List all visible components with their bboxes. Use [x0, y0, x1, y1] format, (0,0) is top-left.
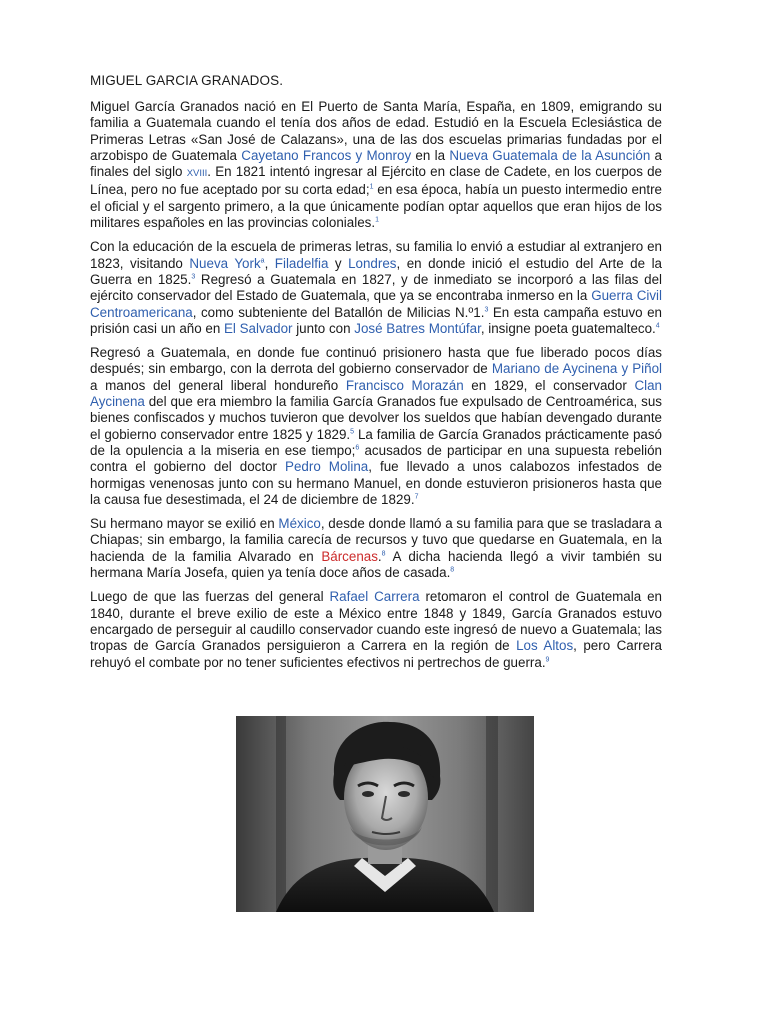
text: a manos del general liberal hondureño — [90, 377, 346, 393]
paragraph-carrera — [90, 589, 662, 670]
footnote-ref[interactable]: 9 — [545, 656, 550, 664]
link-barcenas[interactable]: Bárcenas — [321, 548, 378, 564]
text: Regresó a Guatemala en 1827, y de inmediato se incorporó a las filas del ejército conservador del Estado de Guatemala, que ya se encontraba inmerso en la — [90, 271, 662, 304]
link-nueva-york[interactable]: Nueva York — [189, 255, 261, 271]
footnote-ref[interactable]: 1 — [369, 184, 374, 192]
link-clan-aycinena[interactable]: Clan Aycinena — [90, 377, 662, 410]
footnote-ref[interactable]: 5 — [350, 428, 355, 436]
text: Con la educación de la escuela de primeras letras, su familia lo envió a estudiar al extranjero en 1823, visitando — [90, 239, 662, 271]
link-jose-batres[interactable]: José Batres Montúfar — [354, 320, 481, 336]
paragraph-exile: Su hermano mayor se exilió en México, desde donde llamó a su familia para que se trasladara a Chiapas; sin embargo, la familia carecía de recursos y tuvo que quedarse en Guatemala, en la hacienda de la familia Alvarado en Bárcenas.$^8$ A dicha hacienda llegó a vivir también su hermana María Josefa, quien ya tenía doce años de casada.$^8$ — [90, 516, 662, 581]
portrait-photo — [236, 716, 534, 912]
text: Miguel García Granados nació en El Puerto de Santa María, España, en 1809, emigrando su familia a Guatemala cuando el tenía dos años de edad. Estudió en la Escuela Eclesiástica de Primeras Letras «San José de Calazans», una de las dos escuelas primarias fundadas por el arzobispo de Guatemala — [90, 99, 662, 163]
footnote-ref[interactable]: 4 — [655, 322, 660, 330]
text: Regresó a Guatemala, en donde fue continuó prisionero hasta que fue liberado pocos días después; sin embargo, con la derrota del gobierno conservador de — [90, 345, 662, 377]
text: , insigne poeta guatemalteco. — [480, 320, 656, 336]
footnote-ref[interactable]: 3 — [191, 273, 196, 281]
link-rafael-carrera[interactable]: Rafael Carrera — [329, 589, 420, 605]
footnote-ref[interactable]: 6 — [355, 444, 360, 452]
text: Luego de que las fuerzas del general — [90, 589, 330, 605]
link-londres[interactable]: Londres — [348, 255, 397, 271]
text: retomaron el control de Guatemala en 1840, durante el breve exilio de este a México entre 1848 y 1849, García Granados estuvo encargado de perseguir al caudillo conservador cuando este ingresó de nuevo a Guatemala; las tropas de García Granados persiguieron a Carrera en la región de — [90, 589, 662, 654]
link-mexico[interactable]: México — [278, 516, 321, 532]
link-guerra-civil[interactable]: Guerra Civil Centroamericana — [90, 288, 663, 320]
footnote-ref[interactable]: a — [260, 257, 265, 265]
page-title: MIGUEL GARCIA GRANADOS. — [90, 73, 284, 88]
document-body — [90, 72, 662, 679]
footnote-ref[interactable]: 1 — [375, 216, 379, 224]
link-el-salvador[interactable]: El Salvador — [224, 320, 293, 336]
text: y — [328, 255, 349, 271]
text: en 1829, el conservador — [463, 377, 635, 393]
text: , como subteniente del Batallón de Milicias N.º1. — [192, 304, 485, 320]
link-francisco-morazan[interactable]: Francisco Morazán — [345, 377, 464, 393]
text: , pero Carrera rehuyó el combate por no tener suficientes efectivos ni pertrechos de guerra. — [90, 638, 662, 670]
link-cayetano-francos[interactable]: Cayetano Francos y Monroy — [241, 147, 412, 163]
link-siglo-xviii[interactable]: XVIII — [186, 168, 208, 180]
text: Su hermano mayor se exilió en — [90, 516, 279, 532]
link-nueva-guatemala[interactable]: Nueva Guatemala de la Asunción — [449, 147, 651, 163]
link-mariano-aycinena[interactable]: Mariano de Aycinena y Piñol — [491, 361, 663, 377]
text: La familia de García Granados prácticamente pasó de la opulencia a la miseria en ese tiempo; — [90, 426, 662, 458]
link-filadelfia[interactable]: Filadelfia — [274, 255, 329, 271]
text: , desde donde llamó a su familia para que se trasladara a Chiapas; sin embargo, la familia carecía de recursos y tuvo que quedarse en Guatemala, en la hacienda de la familia Alvarado en — [90, 516, 662, 564]
text: En esta campaña estuvo en prisión casi un año en — [90, 304, 662, 336]
portrait-illustration — [236, 716, 534, 912]
footnote-ref[interactable]: 8 — [381, 550, 386, 558]
paragraph-return — [90, 345, 662, 508]
link-pedro-molina[interactable]: Pedro Molina — [285, 459, 369, 475]
paragraph-early-life — [90, 99, 662, 231]
footnote-ref[interactable]: 3 — [484, 306, 489, 314]
text: acusados de participar en una supuesta rebelión contra el gobierno del doctor — [90, 442, 663, 475]
paragraph-education — [90, 239, 662, 337]
text: , fue llevado a unos calabozos infestados de hormigas venenosas junto con su hermano Manuel, en donde estuvieron prisioneros hasta que la causa fue desestimada, el 24 de diciembre de 1829. — [90, 459, 662, 507]
text: . En 1821 intentó ingresar al Ejército en clase de Cadete, en los cuerpos de Línea, pero no fue aceptado por su corta edad; — [90, 164, 663, 198]
text: a finales del siglo — [90, 147, 663, 180]
text: en esa época, había un puesto intermedio entre el oficial y el sargento primero, a la que únicamente podían optar aquellos que eran hijos de los militares españoles en las provincias coloniales. — [90, 182, 662, 231]
footnote-ref[interactable]: 7 — [414, 493, 419, 501]
text: , en donde inició el estudio del Arte de la Guerra en 1825. — [90, 255, 662, 287]
text: del que era miembro la familia García Granados fue expulsado de Centroamérica, sus bienes confiscados y muchos tuvieron que devolver los sueldos que habían devengado durante el gobierno conservador entre 1825 y 1829. — [90, 394, 662, 442]
text: en la — [411, 147, 446, 163]
link-los-altos[interactable]: Los Altos — [516, 638, 574, 654]
text: , — [264, 255, 275, 271]
text: A dicha hacienda llegó a vivir también su hermana María Josefa, quien ya tenía doce años de casada. — [90, 548, 662, 581]
footnote-ref[interactable]: 8 — [450, 566, 455, 574]
text: junto con — [292, 320, 355, 336]
